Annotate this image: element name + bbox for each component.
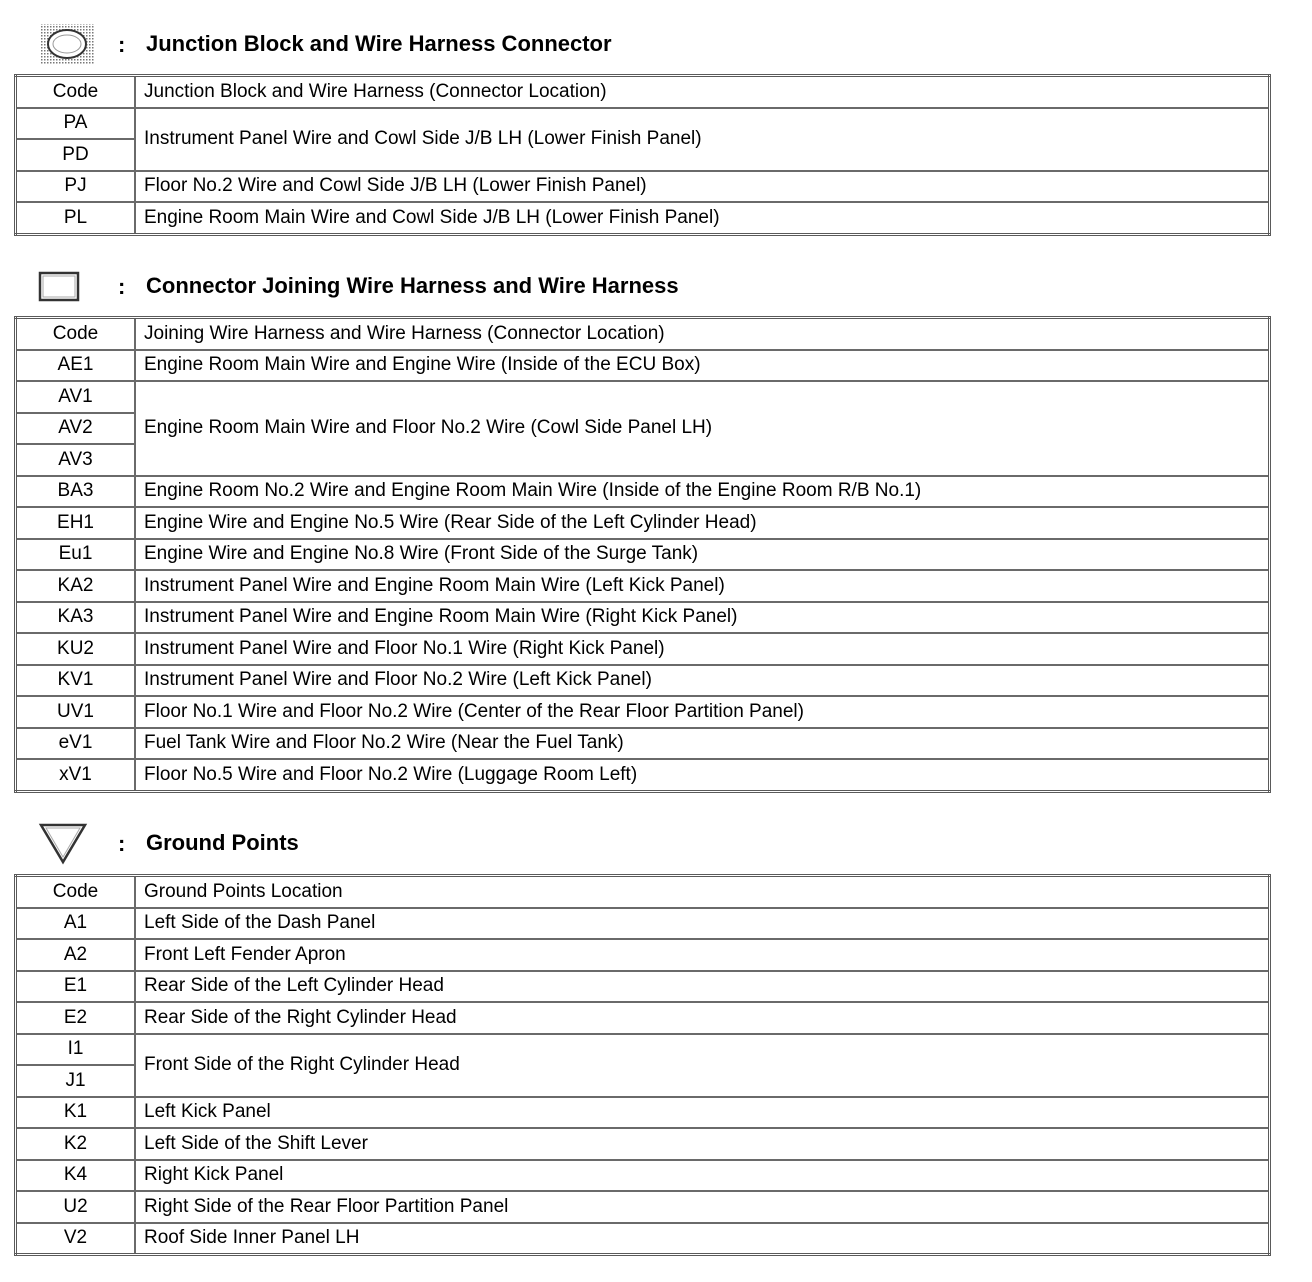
location-cell: Right Kick Panel (135, 1160, 1270, 1192)
code-cell: AV2 (16, 413, 136, 445)
table-row (16, 1128, 1270, 1160)
table-row (16, 908, 1270, 940)
code-cell: KU2 (16, 633, 136, 665)
header-location: Junction Block and Wire Harness (Connector Location) (135, 76, 1270, 108)
table-row (16, 202, 1270, 234)
code-cell: AE1 (16, 350, 136, 382)
location-cell: Engine Room Main Wire and Floor No.2 Wire (Cowl Side Panel LH) (135, 381, 1270, 476)
section-heading (0, 260, 1312, 310)
section-title: Connector Joining Wire Harness and Wire Harness (146, 273, 679, 298)
code-cell: EH1 (16, 507, 136, 539)
location-cell: Floor No.1 Wire and Floor No.2 Wire (Center of the Rear Floor Partition Panel) (135, 696, 1270, 728)
location-cell: Front Left Fender Apron (135, 939, 1270, 971)
ground-point-icon (38, 821, 88, 865)
code-cell: U2 (16, 1191, 136, 1223)
code-cell: I1 (16, 1034, 136, 1066)
location-cell: Instrument Panel Wire and Engine Room Main Wire (Left Kick Panel) (135, 570, 1270, 602)
code-cell: UV1 (16, 696, 136, 728)
location-cell: Fuel Tank Wire and Floor No.2 Wire (Near the Fuel Tank) (135, 728, 1270, 760)
code-cell: KV1 (16, 665, 136, 697)
table-row (16, 696, 1270, 728)
location-cell: Left Side of the Shift Lever (135, 1128, 1270, 1160)
code-cell: PL (16, 202, 136, 234)
junction-block-icon (38, 20, 96, 68)
location-cell: Instrument Panel Wire and Engine Room Main Wire (Right Kick Panel) (135, 602, 1270, 634)
table-row (16, 108, 1270, 140)
code-cell: A2 (16, 939, 136, 971)
table-row (16, 171, 1270, 203)
table-row (16, 507, 1270, 539)
table-header-row (16, 76, 1270, 108)
table-header-row (16, 318, 1270, 350)
table-row (16, 570, 1270, 602)
table-row (16, 381, 1270, 413)
code-cell: eV1 (16, 728, 136, 760)
header-code: Code (16, 318, 136, 350)
code-cell: KA3 (16, 602, 136, 634)
location-cell: Right Side of the Rear Floor Partition Panel (135, 1191, 1270, 1223)
table-row (16, 1223, 1270, 1255)
code-cell: BA3 (16, 476, 136, 508)
code-cell: Eu1 (16, 539, 136, 571)
code-cell: K2 (16, 1128, 136, 1160)
connector-icon (38, 270, 82, 304)
code-cell: PD (16, 139, 136, 171)
code-cell: E1 (16, 971, 136, 1003)
header-location: Joining Wire Harness and Wire Harness (Connector Location) (135, 318, 1270, 350)
header-code: Code (16, 76, 136, 108)
table-row (16, 539, 1270, 571)
code-cell: KA2 (16, 570, 136, 602)
section-heading (0, 18, 1312, 68)
location-cell: Instrument Panel Wire and Floor No.2 Wire (Left Kick Panel) (135, 665, 1270, 697)
ground-points-table (14, 874, 1271, 1256)
location-cell: Front Side of the Right Cylinder Head (135, 1034, 1270, 1097)
table-row (16, 1002, 1270, 1034)
location-cell: Left Kick Panel (135, 1097, 1270, 1129)
location-cell: Left Side of the Dash Panel (135, 908, 1270, 940)
location-cell: Rear Side of the Left Cylinder Head (135, 971, 1270, 1003)
table-header-row (16, 876, 1270, 908)
heading-colon: : (118, 831, 126, 856)
table-row (16, 1097, 1270, 1129)
code-cell: E2 (16, 1002, 136, 1034)
section-heading (0, 817, 1312, 867)
header-location: Ground Points Location (135, 876, 1270, 908)
code-cell: K4 (16, 1160, 136, 1192)
table-row (16, 1191, 1270, 1223)
code-cell: V2 (16, 1223, 136, 1255)
code-cell: A1 (16, 908, 136, 940)
location-cell: Floor No.2 Wire and Cowl Side J/B LH (Lower Finish Panel) (135, 171, 1270, 203)
location-cell: Rear Side of the Right Cylinder Head (135, 1002, 1270, 1034)
heading-colon: : (118, 274, 126, 299)
table-row (16, 602, 1270, 634)
junction-block-table (14, 74, 1271, 236)
location-cell: Engine Room No.2 Wire and Engine Room Main Wire (Inside of the Engine Room R/B No.1) (135, 476, 1270, 508)
header-code: Code (16, 876, 136, 908)
connector-table (14, 316, 1271, 793)
location-cell: Floor No.5 Wire and Floor No.2 Wire (Luggage Room Left) (135, 759, 1270, 791)
location-cell: Instrument Panel Wire and Floor No.1 Wire (Right Kick Panel) (135, 633, 1270, 665)
code-cell: K1 (16, 1097, 136, 1129)
table-row (16, 759, 1270, 791)
code-cell: PA (16, 108, 136, 140)
location-cell: Engine Room Main Wire and Engine Wire (Inside of the ECU Box) (135, 350, 1270, 382)
code-cell: AV1 (16, 381, 136, 413)
table-row (16, 633, 1270, 665)
section-title: Ground Points (146, 830, 299, 855)
table-row (16, 1034, 1270, 1066)
code-cell: AV3 (16, 444, 136, 476)
table-row (16, 665, 1270, 697)
code-cell: J1 (16, 1065, 136, 1097)
code-cell: xV1 (16, 759, 136, 791)
table-row (16, 350, 1270, 382)
table-row (16, 939, 1270, 971)
location-cell: Instrument Panel Wire and Cowl Side J/B LH (Lower Finish Panel) (135, 108, 1270, 171)
section-title: Junction Block and Wire Harness Connector (146, 31, 612, 56)
location-cell: Engine Wire and Engine No.8 Wire (Front Side of the Surge Tank) (135, 539, 1270, 571)
table-row (16, 971, 1270, 1003)
location-cell: Engine Wire and Engine No.5 Wire (Rear Side of the Left Cylinder Head) (135, 507, 1270, 539)
heading-colon: : (118, 32, 126, 57)
table-row (16, 728, 1270, 760)
location-cell: Engine Room Main Wire and Cowl Side J/B LH (Lower Finish Panel) (135, 202, 1270, 234)
table-row (16, 1160, 1270, 1192)
location-cell: Roof Side Inner Panel LH (135, 1223, 1270, 1255)
table-row (16, 476, 1270, 508)
code-cell: PJ (16, 171, 136, 203)
